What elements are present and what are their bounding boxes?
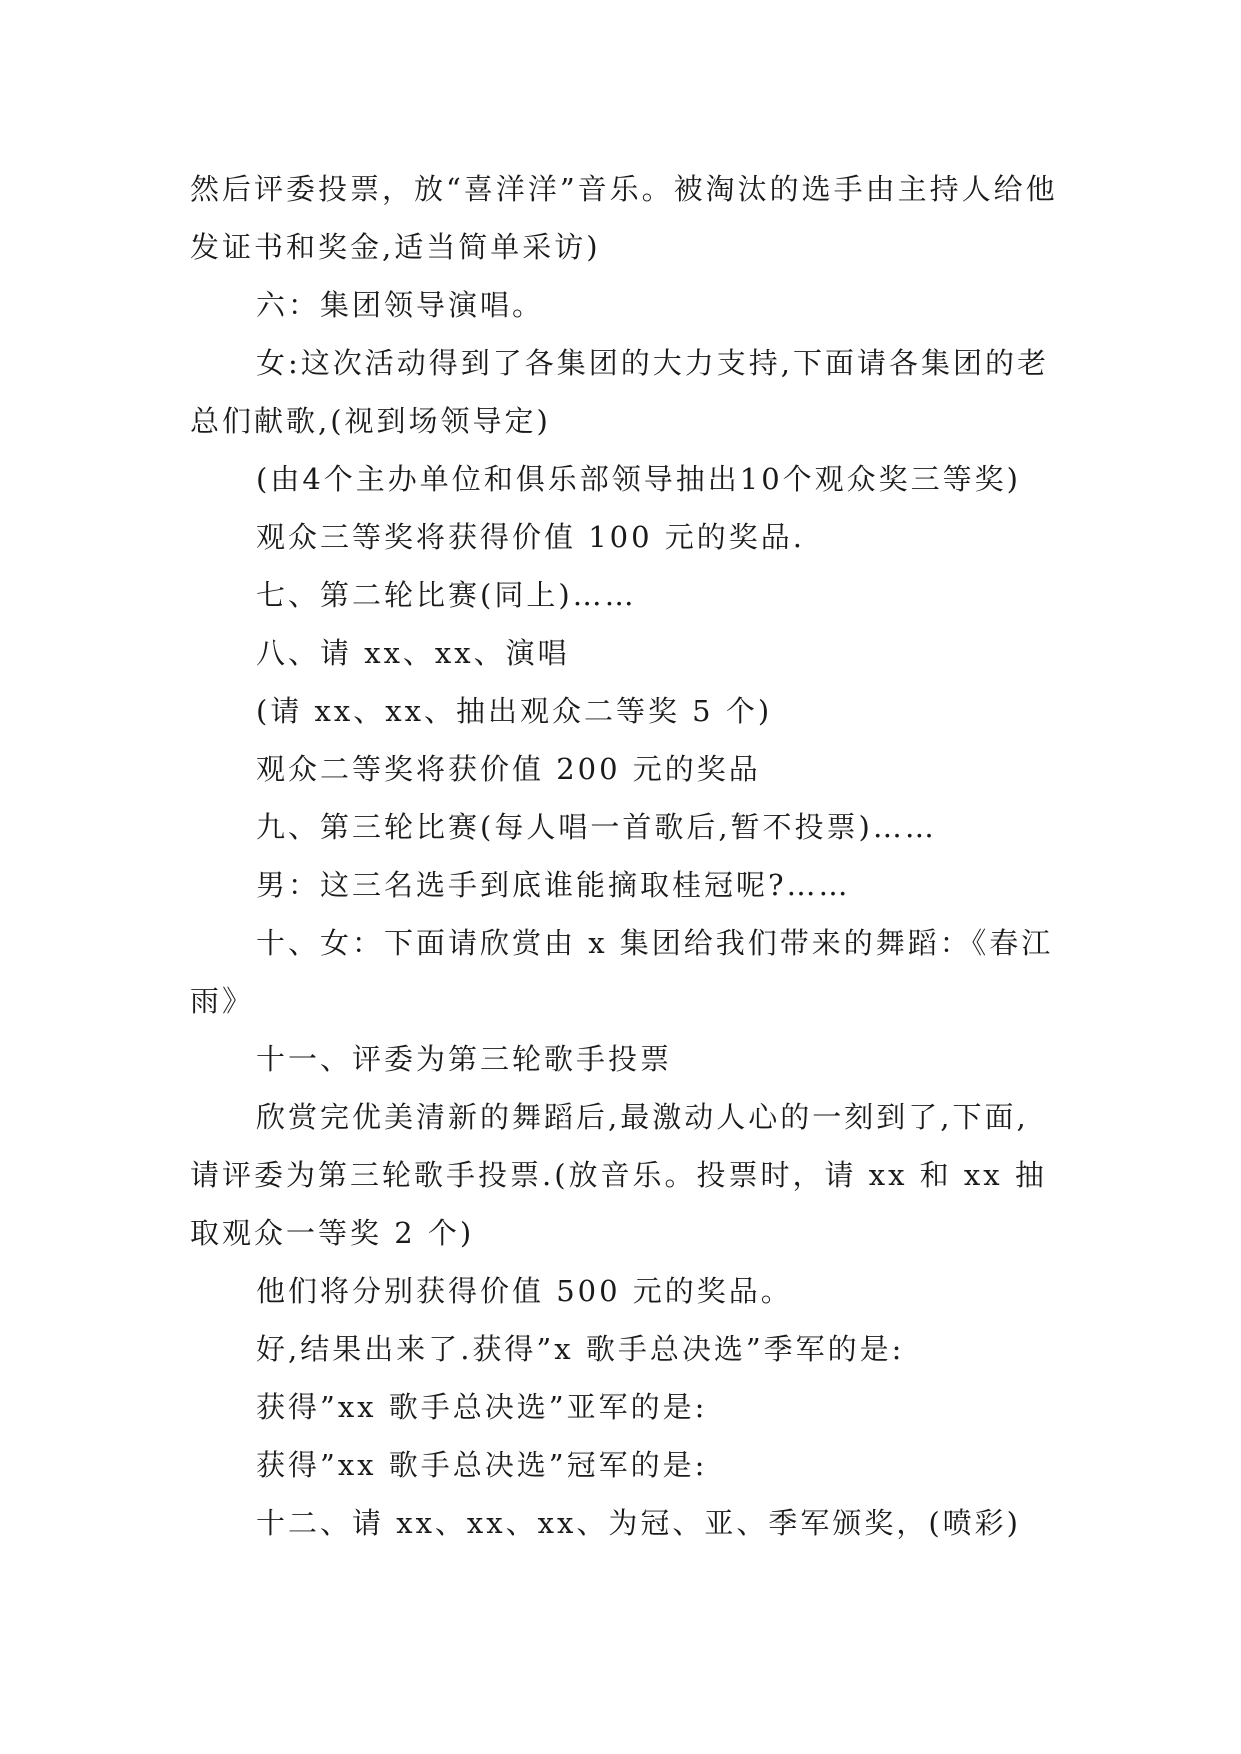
paragraph: 六：集团领导演唱。: [256, 288, 545, 322]
paragraph: 观众二等奖将获价值 200 元的奖品: [256, 752, 761, 786]
paragraph: 观众三等奖将获得价值 100 元的奖品.: [256, 520, 806, 554]
paragraph: 然后评委投票，放“喜洋洋”音乐。被淘汰的选手由主持人给他发证书和奖金,适当简单采访): [190, 172, 1058, 264]
paragraph: 七、第二轮比赛(同上)……: [256, 578, 637, 612]
paragraph: 他们将分别获得价值 500 元的奖品。: [256, 1274, 793, 1308]
document-body: [190, 160, 1060, 1552]
paragraph: 获得”xx 歌手总决选”冠军的是:: [256, 1448, 708, 1482]
paragraph: 十、女：下面请欣赏由 x 集团给我们带来的舞蹈：《春江雨》: [190, 926, 1054, 1018]
paragraph: 欣赏完优美清新的舞蹈后,最激动人心的一刻到了,下面,请评委为第三轮歌手投票.(放音乐。投票时，请 xx 和 xx 抽取观众一等奖 2 个): [190, 1100, 1047, 1250]
paragraph: 男：这三名选手到底谁能摘取桂冠呢?……: [256, 868, 851, 902]
paragraph: 十一、评委为第三轮歌手投票: [256, 1042, 673, 1076]
paragraph: (请 xx、xx、抽出观众二等奖 5 个): [256, 694, 773, 728]
paragraph: (由4个主办单位和俱乐部领导抽出10个观众奖三等奖): [256, 462, 1021, 496]
paragraph: 十二、请 xx、xx、xx、为冠、亚、季军颁奖，(喷彩): [256, 1506, 1021, 1540]
paragraph: 好,结果出来了.获得”x 歌手总决选”季军的是:: [256, 1332, 905, 1366]
paragraph: 女:这次活动得到了各集团的大力支持,下面请各集团的老总们献歌,(视到场领导定): [190, 346, 1049, 438]
paragraph: 八、请 xx、xx、演唱: [256, 636, 570, 670]
paragraph: 九、第三轮比赛(每人唱一首歌后,暂不投票)……: [256, 810, 937, 844]
paragraph: 获得”xx 歌手总决选”亚军的是:: [256, 1390, 708, 1424]
